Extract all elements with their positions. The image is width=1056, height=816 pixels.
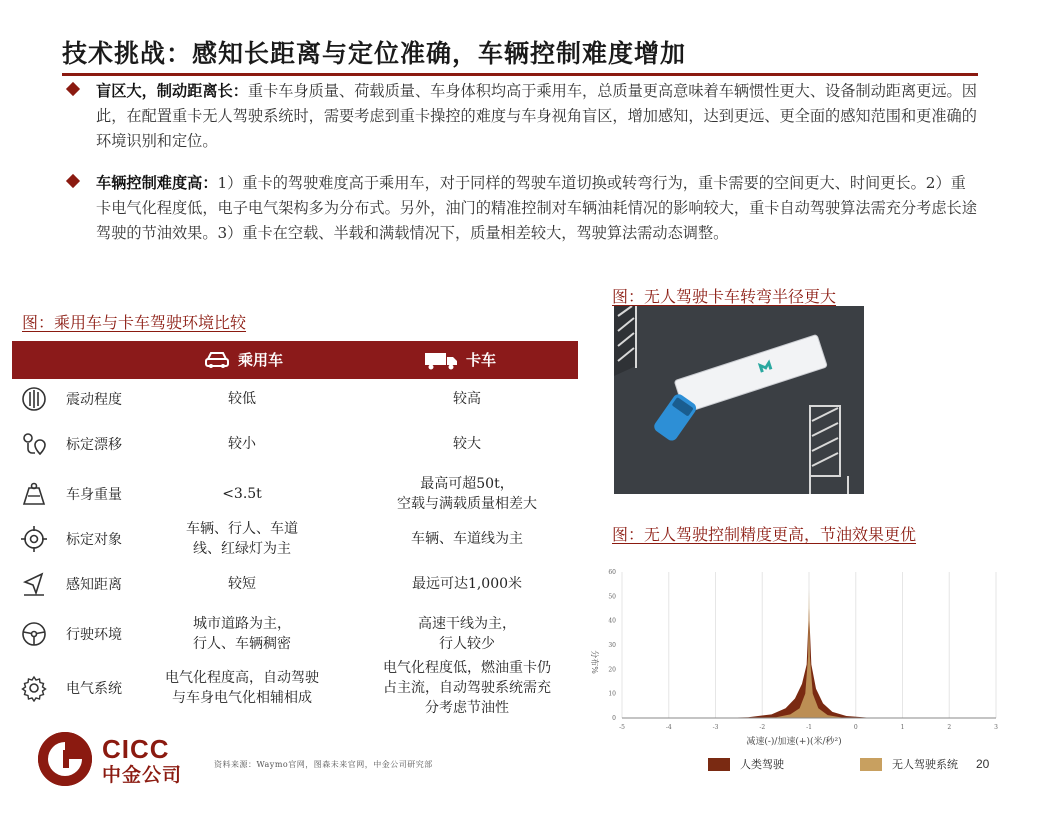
table-row	[12, 568, 578, 600]
row-label: 感知距离	[66, 577, 122, 593]
logo-text-cn: 中金公司	[102, 764, 183, 786]
bullet-1	[68, 79, 978, 154]
x-tick-label: 0	[853, 724, 858, 731]
table-row	[12, 660, 578, 716]
vibration-icon	[20, 385, 48, 413]
page-number: 20	[976, 757, 990, 771]
weight-icon	[20, 480, 48, 508]
y-tick-label: 60	[608, 569, 616, 576]
y-tick-label: 50	[608, 593, 616, 601]
page-title: 技术挑战：感知长距离与定位准确，车辆控制难度增加	[62, 39, 687, 68]
x-tick-label: 2	[947, 724, 952, 731]
car-icon	[204, 350, 230, 370]
steering-wheel-icon	[20, 620, 48, 648]
legend-swatch-autonomous	[860, 758, 882, 771]
row-label: 标定对象	[66, 532, 122, 548]
acceleration-distribution-chart	[580, 550, 1010, 760]
chart-legend	[708, 756, 784, 772]
row-label: 标定漂移	[66, 437, 122, 453]
x-tick-label: -3	[712, 724, 719, 731]
y-tick-label: 40	[608, 617, 616, 625]
photo-caption: 图：无人驾驶卡车转弯半径更大	[612, 287, 837, 306]
x-tick-label: 3	[994, 724, 998, 731]
cell-car: 电气化程度高，自动驾驶 与车身电气化相辅相成	[165, 670, 319, 706]
header-truck	[424, 341, 496, 379]
cell-truck: 较大	[453, 436, 481, 452]
y-axis-label: 分布%	[590, 650, 599, 674]
gear-icon	[20, 674, 48, 702]
y-tick-label: 30	[608, 642, 616, 649]
row-label: 行驶环境	[66, 627, 122, 643]
title-rule	[62, 73, 978, 76]
target-icon	[20, 525, 48, 553]
cell-car: 较低	[228, 391, 256, 407]
cell-car: <3.5t	[222, 486, 262, 502]
y-tick-label: 10	[608, 690, 616, 698]
header-car-label: 乘用车	[238, 351, 284, 369]
cell-truck: 较高	[453, 391, 481, 407]
diamond-bullet-icon	[66, 174, 80, 188]
cell-car: 车辆、行人、车道 线、红绿灯为主	[186, 521, 298, 557]
row-label: 车身重量	[66, 487, 122, 503]
cell-truck: 高速干线为主， 行人较少	[418, 616, 516, 652]
location-drift-icon	[20, 430, 48, 458]
navigation-icon	[20, 570, 48, 598]
table-row	[12, 428, 578, 460]
x-axis-label: 减速(-)/加速(+)(米/秒²)	[746, 737, 842, 747]
cell-car: 较小	[228, 436, 256, 452]
table-row	[12, 518, 578, 560]
x-tick-label: -1	[806, 724, 812, 731]
cell-car: 城市道路为主， 行人、车辆稠密	[193, 616, 291, 652]
table-row	[12, 613, 578, 655]
bullet-2	[68, 171, 978, 246]
header-car	[204, 341, 283, 379]
chart-legend	[860, 756, 958, 772]
table-row	[12, 383, 578, 415]
diamond-bullet-icon	[66, 82, 80, 96]
bullet-head: 盲区大，制动距离长：	[96, 82, 248, 100]
cell-truck: 电气化程度低，燃油重卡仍 占主流，自动驾驶系统需充 分考虑节油性	[383, 660, 551, 716]
table-header	[12, 341, 578, 379]
row-label: 电气系统	[66, 681, 122, 697]
x-tick-label: 1	[900, 724, 905, 731]
cell-truck: 最高可超50t， 空载与满载质量相差大	[397, 476, 537, 512]
series-area-1	[622, 589, 996, 718]
legend-label-human: 人类驾驶	[740, 758, 784, 771]
truck-turning-photo	[614, 306, 864, 494]
cicc-logo-icon	[38, 732, 92, 786]
cell-truck: 最远可达1,000米	[411, 576, 523, 592]
logo-text-en: CICC	[102, 734, 170, 764]
row-label: 震动程度	[66, 392, 122, 408]
legend-label-autonomous: 无人驾驶系统	[892, 758, 958, 771]
cell-truck: 车辆、车道线为主	[411, 531, 523, 547]
aerial-road-image	[614, 306, 864, 494]
table-caption: 图：乘用车与卡车驾驶环境比较	[22, 313, 247, 332]
header-truck-label: 卡车	[466, 351, 497, 369]
y-tick-label: 0	[612, 715, 616, 722]
truck-icon	[424, 350, 458, 370]
y-tick-label: 20	[608, 666, 616, 674]
cell-car: 较短	[228, 576, 256, 592]
source-note: 资料来源：Waymo官网，图森未来官网，中金公司研究部	[214, 760, 433, 769]
bullet-body: 重卡车身质量、荷载质量、车身体积均高于乘用车，总质量更高意味着车辆惯性更大、设备制动距离更远。因此，在配置重卡无人驾驶系统时，需要考虑到重卡操控的难度与车身视角盲区，增加感知，达到更远、更全面的感知范围和更准确的环境识别和定位。	[96, 82, 977, 150]
legend-swatch-human	[708, 758, 730, 771]
bullet-body: 1）重卡的驾驶难度高于乘用车，对于同样的驾驶车道切换或转弯行为，重卡需要的空间更大、时间更长。2）重卡电气化程度低，电子电气架构多为分布式。另外，油门的精准控制对车辆油耗情况的影响较大，重卡自动驾驶算法需充分考虑长途驾驶的节油效果。3）重卡在空载、半载和满载情况下，质量相差较大，驾驶算法需动态调整。	[96, 174, 977, 242]
chart-caption: 图：无人驾驶控制精度更高，节油效果更优	[612, 525, 917, 544]
x-tick-label: -5	[619, 724, 625, 731]
x-tick-label: -2	[759, 724, 766, 731]
table-row	[12, 473, 578, 515]
x-tick-label: -4	[665, 724, 672, 731]
bullet-head: 车辆控制难度高：	[96, 174, 218, 192]
